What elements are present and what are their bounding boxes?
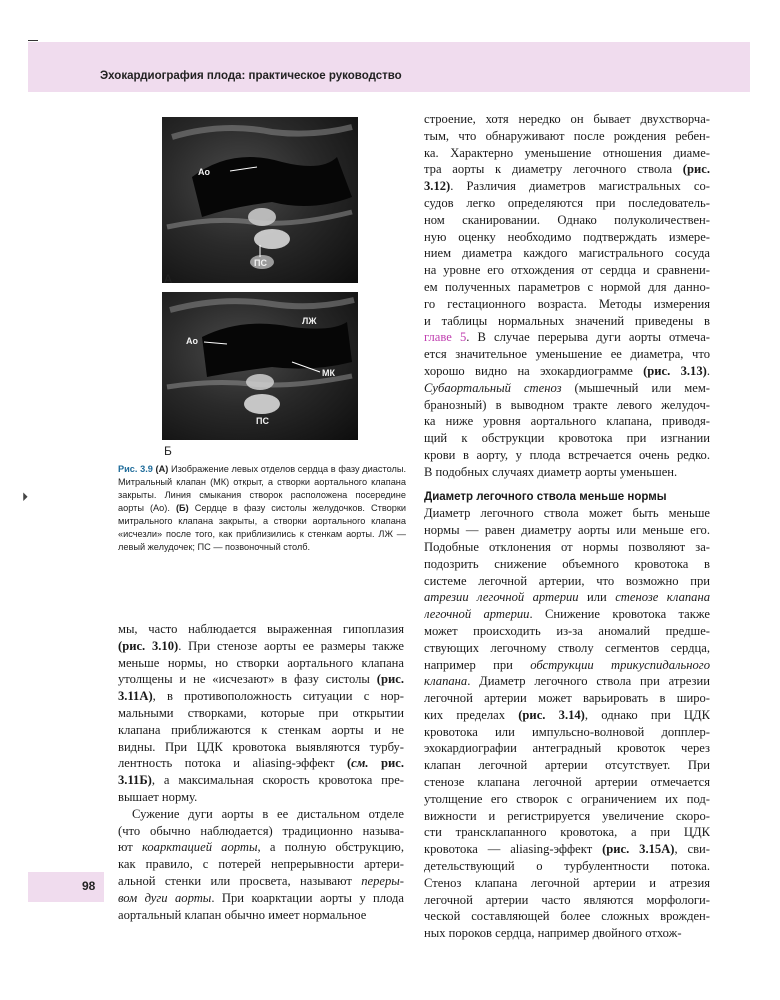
text-line [424, 690, 710, 707]
text-segment: тра аорты к диаметру легочного ствола [424, 162, 683, 177]
text-segment: рис. [368, 756, 404, 771]
text-line [118, 789, 404, 806]
caption-part-b-text: Сердце в фазу систолы желудочков. Створки митрального клапана закрыты, а створки аортального клапана «исчезли» после того, как приблизились к стенкам аорты. ЛЖ — левый желудочек; ПС — позвоночный столб. [118, 503, 406, 552]
text-segment: легочной артерии часто являются морфологи- [424, 892, 710, 907]
text-segment: Подобные отклонения от нормы позволяют за- [424, 539, 710, 554]
text-line [424, 573, 710, 590]
text-segment: . Различия диаметров магистральных со- [450, 179, 710, 194]
heart-chamber-shadow [192, 157, 352, 217]
text-line [118, 722, 404, 739]
text-segment: судов легко определяются при последователь- [424, 195, 710, 210]
text-segment: например при [424, 657, 531, 672]
text-segment: . Диаметр легочного ствола при атрезии [467, 674, 710, 689]
text-segment: аортальный клапан обычно имеет нормальное [118, 907, 367, 922]
right-text-block-b [424, 505, 710, 942]
text-line [118, 873, 404, 890]
text-line [424, 447, 710, 464]
text-segment: стенозе клапана [615, 590, 710, 605]
label-ps: ПС [256, 416, 269, 426]
text-segment: как правило, с потерей непрерывности артери- [118, 857, 404, 872]
text-line [118, 755, 404, 772]
text-line [118, 907, 404, 924]
label-ao: Ао [198, 167, 210, 177]
text-line [118, 823, 404, 840]
text-line [118, 772, 404, 789]
text-line [424, 397, 710, 414]
text-line [424, 229, 710, 246]
text-segment: (рис. [682, 162, 710, 177]
text-segment: см. [351, 756, 369, 771]
text-line [424, 128, 710, 145]
caption-part-a-text: Изображение левых отделов сердца в фазу диастолы. Митральный клапан (МК) открыт, а створки аортального клапана закрыты. Линия смыкания створок расположена посередине аорты (Ао). [118, 464, 406, 513]
text-segment: щий к обструкции кровотока при изгнании [424, 431, 710, 446]
text-line [424, 791, 710, 808]
text-segment: , а полную обструкцию, [257, 840, 404, 855]
text-segment: клапана приближаются к стенкам аорты и не [118, 722, 404, 737]
text-line [424, 522, 710, 539]
text-segment: . В случае перерыва дуги аорты отмеча- [466, 330, 710, 345]
text-segment: (рис. 3.10) [118, 638, 179, 653]
text-line [424, 245, 710, 262]
text-segment: В подобных случаях диаметр аорты уменьшен. [424, 464, 678, 479]
tissue-band [170, 300, 354, 310]
caption-figure-ref: Рис. 3.9 [118, 464, 153, 474]
text-segment: бранозный) в выводном тракте левого желудоч- [424, 397, 710, 412]
text-segment: 3.12) [424, 179, 451, 194]
text-line [424, 908, 710, 925]
text-segment: ют [118, 840, 142, 855]
text-line [424, 657, 710, 674]
text-line [424, 430, 710, 447]
caption-part-b-ref: (Б) [175, 503, 189, 513]
text-segment: утолщение его створок с ограничением их под- [424, 791, 710, 806]
label-lzh: ЛЖ [302, 316, 317, 326]
text-line [424, 589, 710, 606]
text-segment: ется значительное уменьшение ее диаметра, что [424, 347, 710, 362]
text-line [424, 195, 710, 212]
text-line [118, 856, 404, 873]
text-segment: эхокардиографии антеградный кровоток через [424, 741, 710, 756]
text-segment: детельствующий о турбулентности потока. [424, 859, 710, 874]
text-segment: и таблицы нормальных значений приведены в [424, 313, 710, 328]
tissue-band [172, 127, 352, 137]
text-segment: крови в аорту, у плода встречается очень редко. [424, 447, 710, 462]
text-segment: 3.11Б) [118, 773, 152, 788]
right-text-column [424, 111, 710, 942]
text-segment: ную оценку необходимо подтверждать измере- [424, 229, 710, 244]
text-segment: го гестационного возраста. Методы измерения [424, 296, 710, 311]
text-segment: (рис. [376, 672, 404, 687]
text-segment: альной стенки или просвета, называют [118, 873, 362, 888]
text-line [424, 178, 710, 195]
text-line [118, 655, 404, 672]
label-ps: ПС [254, 258, 267, 268]
text-line [118, 621, 404, 638]
text-segment: ческой составляющей более сложных врожден- [424, 909, 710, 924]
text-segment: , однако при ЦДК [584, 707, 710, 722]
text-segment: утолщены и не «исчезают» в фазу систолы [118, 672, 377, 687]
text-segment: Сужение дуги аорты в ее дистальном отделе [132, 806, 404, 821]
text-segment: , сви- [674, 842, 710, 857]
text-segment: лентность потока и aliasing-эффект [118, 756, 347, 771]
text-segment: видны. При ЦДК кровотока выявляются турбу- [118, 739, 404, 754]
text-segment: Диаметр легочного ствола может быть меньше [424, 506, 710, 521]
page-edge-arrow-icon: ⏵ [22, 490, 29, 504]
text-segment: мы, часто наблюдается выраженная гипоплазия [118, 622, 404, 636]
right-text-block-a [424, 111, 710, 481]
text-line [424, 380, 710, 397]
text-segment: (рис. 3.15А) [602, 842, 675, 857]
text-segment: . Снижение кровотока также [529, 607, 710, 622]
text-line [424, 279, 710, 296]
text-segment: переры- [361, 873, 404, 888]
text-segment: клапана [424, 674, 468, 689]
text-segment: . [706, 363, 710, 378]
text-segment: мальными створками, которые при открытии [118, 705, 404, 720]
text-line [424, 623, 710, 640]
text-line [424, 464, 710, 481]
text-line [424, 556, 710, 573]
text-segment: подозрить снижение объемного кровотока в [424, 556, 710, 571]
text-line [424, 111, 710, 128]
text-segment: главе 5 [424, 330, 467, 345]
text-segment: легочной артерии может варьировать в широ- [424, 691, 710, 706]
text-line [424, 296, 710, 313]
text-segment: хорошо видно на эхокардиограмме [424, 363, 644, 378]
text-segment: вышает норму. [118, 789, 198, 804]
text-segment: . При коарктации аорты у плода [211, 890, 404, 905]
text-line [424, 262, 710, 279]
text-line [424, 858, 710, 875]
section-gap [424, 481, 710, 489]
text-segment: ка ниже уровня аортального клапана, приводя- [424, 414, 710, 429]
text-segment: кровотока или импульсно-волновой допплер- [424, 724, 710, 739]
text-segment: строение, хотя нередко он бывает двухстворча- [424, 112, 710, 126]
text-segment: нием диаметра каждого магистрального сосуда [424, 246, 710, 261]
text-segment: системе легочной артерии, что возможно при [424, 573, 710, 588]
panel-letter-a: А [164, 272, 173, 286]
text-segment: или [578, 590, 616, 605]
text-line [424, 161, 710, 178]
text-segment: может происходить из-за аномалий предше- [424, 623, 710, 638]
text-segment: кровотока — aliasing-эффект [424, 842, 603, 857]
text-line [424, 505, 710, 522]
text-segment: коарктацией аорты [141, 840, 258, 855]
text-segment: (рис. 3.14) [518, 707, 585, 722]
text-line [424, 757, 710, 774]
text-segment: ких пределах [424, 707, 519, 722]
bone-echo [248, 208, 276, 226]
panel-letter-b: Б [164, 444, 172, 458]
text-segment: тым, что обнаруживают после рождения ребен- [424, 128, 710, 143]
text-segment: меньше нормы, но створки аортального клапана [118, 655, 404, 670]
text-segment: 3.11А) [118, 689, 153, 704]
text-line [118, 890, 404, 907]
text-line [424, 606, 710, 623]
text-segment: обструкции трикуспидального [530, 657, 710, 672]
text-line [118, 671, 404, 688]
text-line [424, 824, 710, 841]
spine-echo [244, 394, 280, 414]
ultrasound-image-panel-b [162, 292, 358, 440]
text-line [424, 363, 710, 380]
text-segment: (что обычно наблюдается) традиционно называ- [118, 823, 404, 838]
text-line [118, 739, 404, 756]
running-header-title: Эхокардиография плода: практическое руководство [100, 70, 402, 82]
text-line [424, 145, 710, 162]
text-line [118, 705, 404, 722]
text-line [424, 640, 710, 657]
label-ao: Ао [186, 336, 198, 346]
text-segment: ( [346, 756, 352, 771]
text-line [424, 539, 710, 556]
text-segment: легочной артерии [424, 607, 530, 622]
text-segment: ствующих легочному стволу сегментов сердца, [424, 640, 710, 655]
text-segment: (мышечный или мем- [561, 380, 710, 395]
text-segment: ных пороков сердца, например двойного отхож- [424, 926, 682, 941]
text-line [118, 638, 404, 655]
spine-echo [254, 229, 290, 249]
text-line [424, 313, 710, 330]
text-line [424, 212, 710, 229]
text-segment: вижности и регистрируется увеличение скоро- [424, 808, 710, 823]
text-segment: , а максимальная скорость кровотока пре- [151, 773, 404, 788]
text-segment: сти трансклапанного кровотока, а при ЦДК [424, 825, 710, 840]
ultrasound-image-panel-a [162, 117, 358, 283]
text-segment: атрезии легочной артерии [424, 590, 579, 605]
header-band [28, 42, 750, 92]
text-line [424, 841, 710, 858]
text-line [424, 925, 710, 942]
text-line [118, 688, 404, 705]
text-segment: вом дуги аорты [118, 890, 212, 905]
text-segment: , в противоположность ситуации с нор- [152, 689, 404, 704]
text-segment: клапан легочной артерии отсутствует. При [424, 758, 710, 773]
top-corner-mark [28, 40, 38, 41]
text-line [424, 774, 710, 791]
page-number: 98 [82, 879, 96, 893]
text-line [118, 806, 404, 823]
text-segment: ном сканировании. Однако полуколичествен- [424, 212, 710, 227]
text-line [118, 839, 404, 856]
text-segment: ка. Характерно уменьшение отношения диаме- [424, 145, 710, 160]
text-line [424, 740, 710, 757]
text-segment: стенозе клапана легочной артерии отмечается [424, 775, 710, 790]
section-subheading: Диаметр легочного ствола меньше нормы [424, 490, 667, 503]
figure-caption [118, 463, 406, 554]
label-mk: МК [322, 368, 335, 378]
text-line [424, 724, 710, 741]
text-segment: на уровне его отхождения от сердца и сравнени- [424, 263, 710, 278]
text-segment: ем полученных параметров с нормой для данно- [424, 279, 710, 294]
text-segment: нормы — равен диаметру аорты или меньше его. [424, 523, 710, 538]
text-line [424, 707, 710, 724]
text-segment: Стеноз клапана легочной артерии и атрезия [424, 875, 710, 890]
text-segment: (рис. 3.13) [643, 363, 707, 378]
text-line [424, 875, 710, 892]
text-line [424, 329, 710, 346]
text-line [424, 892, 710, 909]
bone-echo [246, 374, 274, 390]
text-line [424, 413, 710, 430]
text-segment: . При стенозе аорты ее размеры также [178, 638, 404, 653]
text-line [424, 808, 710, 825]
caption-part-a-ref: (А) [155, 464, 169, 474]
text-segment: Субаортальный стеноз [424, 380, 562, 395]
left-text-column [118, 621, 404, 923]
text-line [424, 346, 710, 363]
text-line [424, 673, 710, 690]
